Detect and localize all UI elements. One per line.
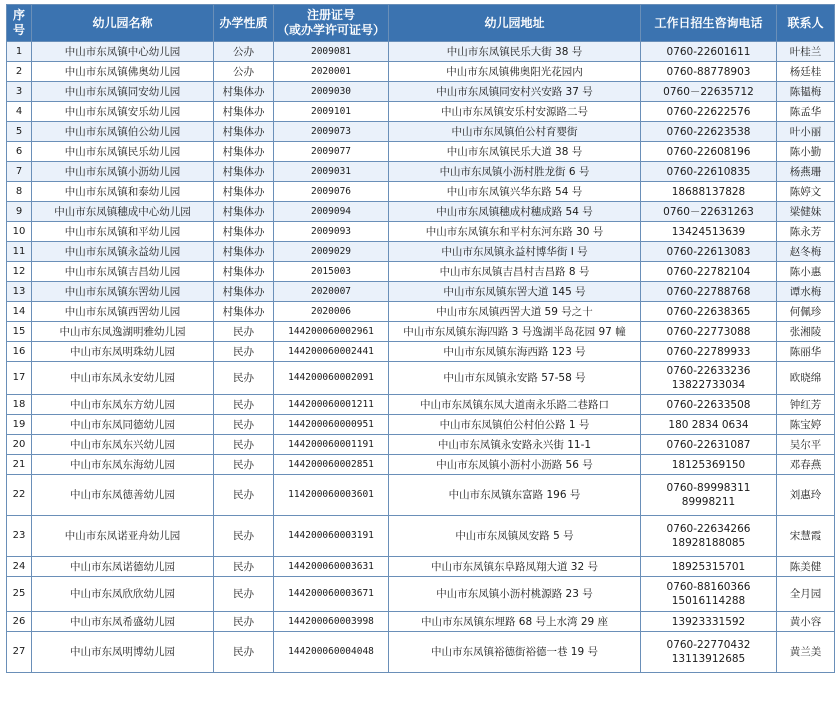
cell-phone <box>641 435 777 455</box>
cell-address: 中山市东凤镇永安路 57-58 号 <box>389 362 641 395</box>
cell-address: 中山市东凤镇永益村博华街 I 号 <box>389 242 641 262</box>
phone-number: 0760-22613083 <box>666 245 751 258</box>
cell-address: 中山市东凤镇凤安路 5 号 <box>389 516 641 557</box>
cell-no: 19 <box>7 415 32 435</box>
table-row <box>7 362 835 395</box>
cell-cert: 2009093 <box>274 222 389 242</box>
cell-phone <box>641 395 777 415</box>
cell-name: 中山市东凤东兴幼儿园 <box>32 435 214 455</box>
cell-contact: 全月园 <box>777 577 835 612</box>
phone-number: 0760-22610835 <box>666 165 751 178</box>
cell-address: 中山市东凤镇东凤大道南永乐路二巷路口 <box>389 395 641 415</box>
cell-contact: 陈永芳 <box>777 222 835 242</box>
cell-type: 民办 <box>214 557 274 577</box>
cell-type: 民办 <box>214 395 274 415</box>
cell-name: 中山市东凤镇和泰幼儿园 <box>32 182 214 202</box>
phone-number: 18925315701 <box>671 560 746 573</box>
cell-no: 5 <box>7 122 32 142</box>
table-row <box>7 142 835 162</box>
cell-address: 中山市东凤镇永安路永兴街 11-1 <box>389 435 641 455</box>
table-row <box>7 395 835 415</box>
cell-contact: 钟红芳 <box>777 395 835 415</box>
cell-type: 村集体办 <box>214 242 274 262</box>
table-row <box>7 262 835 282</box>
table-row <box>7 455 835 475</box>
table-row <box>7 577 835 612</box>
cell-phone <box>641 202 777 222</box>
cell-no: 4 <box>7 102 32 122</box>
cell-contact: 陈丽华 <box>777 342 835 362</box>
table-header-row <box>7 5 835 42</box>
cell-address: 中山市东凤镇东海四路 3 号逸湖半岛花园 97 幢 <box>389 322 641 342</box>
cell-name: 中山市东凤逸湖明雅幼儿园 <box>32 322 214 342</box>
phone-number: 0760-22633508 <box>666 398 751 411</box>
cell-cert: 2009077 <box>274 142 389 162</box>
cell-no: 8 <box>7 182 32 202</box>
cell-no: 13 <box>7 282 32 302</box>
cell-no: 12 <box>7 262 32 282</box>
cell-contact: 叶小丽 <box>777 122 835 142</box>
header-no: 序 号 <box>7 5 32 42</box>
cell-address: 中山市东凤镇东罟大道 145 号 <box>389 282 641 302</box>
cell-phone <box>641 142 777 162</box>
cell-type: 民办 <box>214 322 274 342</box>
cell-type: 村集体办 <box>214 142 274 162</box>
cell-no: 22 <box>7 475 32 516</box>
cell-no: 3 <box>7 82 32 102</box>
cell-no: 26 <box>7 612 32 632</box>
cell-type: 民办 <box>214 455 274 475</box>
cell-phone <box>641 282 777 302</box>
header-type: 办学性质 <box>214 5 274 42</box>
phone-number: 18928188085 <box>671 537 746 549</box>
cell-phone <box>641 162 777 182</box>
cell-type: 民办 <box>214 435 274 455</box>
table-row <box>7 612 835 632</box>
cell-phone <box>641 182 777 202</box>
cell-no: 2 <box>7 62 32 82</box>
table-row <box>7 415 835 435</box>
cell-no: 9 <box>7 202 32 222</box>
cell-cert: 2020001 <box>274 62 389 82</box>
table-row <box>7 162 835 182</box>
cell-name: 中山市东凤镇和平幼儿园 <box>32 222 214 242</box>
cell-contact: 叶桂兰 <box>777 42 835 62</box>
cell-name: 中山市东凤镇中心幼儿园 <box>32 42 214 62</box>
cell-no: 10 <box>7 222 32 242</box>
header-address: 幼儿园地址 <box>389 5 641 42</box>
cell-contact: 刘惠玲 <box>777 475 835 516</box>
cell-contact: 黄小容 <box>777 612 835 632</box>
cell-address: 中山市东凤镇东海西路 123 号 <box>389 342 641 362</box>
cell-type: 民办 <box>214 342 274 362</box>
cell-phone <box>641 62 777 82</box>
cell-contact: 欧晓绵 <box>777 362 835 395</box>
cell-type: 民办 <box>214 516 274 557</box>
phone-number: 0760-22638365 <box>666 305 751 318</box>
cell-cert: 2009073 <box>274 122 389 142</box>
cell-no: 24 <box>7 557 32 577</box>
cell-contact: 何佩珍 <box>777 302 835 322</box>
cell-name: 中山市东凤德善幼儿园 <box>32 475 214 516</box>
cell-phone <box>641 262 777 282</box>
cell-address: 中山市东凤镇东阜路凤翔大道 32 号 <box>389 557 641 577</box>
cell-cert: 144200060002961 <box>274 322 389 342</box>
cell-no: 6 <box>7 142 32 162</box>
cell-phone <box>641 362 777 395</box>
cell-address: 中山市东凤镇西罟大道 59 号之十 <box>389 302 641 322</box>
cell-contact: 宋慧霞 <box>777 516 835 557</box>
cell-address: 中山市东凤镇伯公村伯公路 1 号 <box>389 415 641 435</box>
cell-contact: 邓春燕 <box>777 455 835 475</box>
phone-number: 0760-22631087 <box>666 438 751 451</box>
cell-name: 中山市东凤希盛幼儿园 <box>32 612 214 632</box>
cell-name: 中山市东凤镇永益幼儿园 <box>32 242 214 262</box>
cell-contact: 杨廷桂 <box>777 62 835 82</box>
cell-type: 民办 <box>214 632 274 673</box>
cell-phone <box>641 632 777 673</box>
cell-type: 村集体办 <box>214 122 274 142</box>
cell-cert: 114200060003601 <box>274 475 389 516</box>
cell-type: 民办 <box>214 612 274 632</box>
cell-type: 村集体办 <box>214 102 274 122</box>
cell-name: 中山市东凤欣欣幼儿园 <box>32 577 214 612</box>
table-row <box>7 342 835 362</box>
table-row <box>7 242 835 262</box>
cell-contact: 吴尔平 <box>777 435 835 455</box>
cell-no: 27 <box>7 632 32 673</box>
phone-number: 180 2834 0634 <box>668 418 749 431</box>
table-body <box>7 42 835 673</box>
table-row <box>7 202 835 222</box>
cell-name: 中山市东凤镇民乐幼儿园 <box>32 142 214 162</box>
cell-phone <box>641 222 777 242</box>
cell-contact: 陈孟华 <box>777 102 835 122</box>
cell-address: 中山市东凤镇小沥村桃源路 23 号 <box>389 577 641 612</box>
cell-address: 中山市东凤镇民乐大道 38 号 <box>389 142 641 162</box>
cell-phone <box>641 415 777 435</box>
cell-address: 中山市东凤镇裕德街裕德一巷 19 号 <box>389 632 641 673</box>
cell-type: 民办 <box>214 475 274 516</box>
cell-contact: 陈小惠 <box>777 262 835 282</box>
cell-address: 中山市东凤镇安乐村安源路二号 <box>389 102 641 122</box>
cell-phone <box>641 322 777 342</box>
cell-phone <box>641 557 777 577</box>
cell-address: 中山市东凤镇东富路 196 号 <box>389 475 641 516</box>
phone-number: 0760-22633236 <box>666 365 751 377</box>
cell-address: 中山市东凤镇小沥村小沥路 56 号 <box>389 455 641 475</box>
phone-number: 0760-22608196 <box>666 145 751 158</box>
cell-type: 村集体办 <box>214 262 274 282</box>
phone-number: 0760-22601611 <box>666 45 751 58</box>
phone-number: 0760-88160366 <box>666 581 751 593</box>
cell-name: 中山市东凤镇佛奥幼儿园 <box>32 62 214 82</box>
cell-cert: 2009076 <box>274 182 389 202</box>
cell-phone <box>641 82 777 102</box>
phone-number: 13923331592 <box>671 615 746 628</box>
cell-address: 中山市东凤镇小沥村胜龙街 6 号 <box>389 162 641 182</box>
cell-type: 村集体办 <box>214 82 274 102</box>
cell-no: 25 <box>7 577 32 612</box>
cell-no: 15 <box>7 322 32 342</box>
cell-no: 7 <box>7 162 32 182</box>
cell-phone <box>641 577 777 612</box>
cell-name: 中山市东凤镇吉昌幼儿园 <box>32 262 214 282</box>
cell-cert: 144200060004048 <box>274 632 389 673</box>
cell-name: 中山市东凤永安幼儿园 <box>32 362 214 395</box>
cell-phone <box>641 122 777 142</box>
cell-type: 村集体办 <box>214 202 274 222</box>
phone-number: 0760-22634266 <box>666 523 751 535</box>
cell-cert: 2020007 <box>274 282 389 302</box>
cell-phone <box>641 242 777 262</box>
table-row <box>7 222 835 242</box>
table-row <box>7 632 835 673</box>
cell-phone <box>641 102 777 122</box>
table-row <box>7 102 835 122</box>
phone-number: 13822733034 <box>671 379 746 391</box>
cell-no: 16 <box>7 342 32 362</box>
cell-address: 中山市东凤镇吉昌村吉昌路 8 号 <box>389 262 641 282</box>
cell-type: 公办 <box>214 42 274 62</box>
cell-cert: 144200060000951 <box>274 415 389 435</box>
phone-number: 0760-89998311 <box>666 482 751 494</box>
phone-number: 0760-22770432 <box>666 639 751 651</box>
header-cert: 注册证号 （或办学许可证号） <box>274 5 389 42</box>
cell-cert: 2015003 <box>274 262 389 282</box>
cell-cert: 144200060002851 <box>274 455 389 475</box>
cell-contact: 杨燕珊 <box>777 162 835 182</box>
cell-address: 中山市东凤镇兴华东路 54 号 <box>389 182 641 202</box>
table-row <box>7 62 835 82</box>
cell-cert: 144200060002091 <box>274 362 389 395</box>
cell-name: 中山市东凤诺亚舟幼儿园 <box>32 516 214 557</box>
cell-cert: 2009030 <box>274 82 389 102</box>
cell-no: 17 <box>7 362 32 395</box>
cell-address: 中山市东凤镇伯公村育婴街 <box>389 122 641 142</box>
phone-number: 0760－22635712 <box>663 85 754 98</box>
cell-type: 村集体办 <box>214 182 274 202</box>
cell-phone <box>641 455 777 475</box>
phone-number: 18125369150 <box>671 458 746 471</box>
cell-phone <box>641 475 777 516</box>
cell-phone <box>641 516 777 557</box>
cell-phone <box>641 342 777 362</box>
cell-name: 中山市东凤明博幼儿园 <box>32 632 214 673</box>
cell-type: 民办 <box>214 415 274 435</box>
cell-name: 中山市东凤镇穗成中心幼儿园 <box>32 202 214 222</box>
cell-phone <box>641 302 777 322</box>
cell-cert: 2020006 <box>274 302 389 322</box>
cell-address: 中山市东凤镇佛奥阳光花园内 <box>389 62 641 82</box>
phone-number: 0760-22773088 <box>666 325 751 338</box>
cell-contact: 赵冬梅 <box>777 242 835 262</box>
kindergarten-table <box>6 4 835 673</box>
table-row <box>7 557 835 577</box>
cell-type: 公办 <box>214 62 274 82</box>
table-row <box>7 182 835 202</box>
header-phone: 工作日招生咨询电话 <box>641 5 777 42</box>
phone-number: 13424513639 <box>671 225 746 238</box>
cell-contact: 陈小勤 <box>777 142 835 162</box>
cell-contact: 张湘陵 <box>777 322 835 342</box>
cell-type: 村集体办 <box>214 162 274 182</box>
cell-contact: 陈美健 <box>777 557 835 577</box>
cell-phone <box>641 612 777 632</box>
cell-cert: 144200060001191 <box>274 435 389 455</box>
phone-number: 0760-22623538 <box>666 125 751 138</box>
cell-contact: 黄兰美 <box>777 632 835 673</box>
cell-name: 中山市东凤镇小沥幼儿园 <box>32 162 214 182</box>
cell-no: 1 <box>7 42 32 62</box>
cell-contact: 谭水梅 <box>777 282 835 302</box>
cell-name: 中山市东凤同德幼儿园 <box>32 415 214 435</box>
cell-cert: 2009031 <box>274 162 389 182</box>
cell-no: 11 <box>7 242 32 262</box>
cell-contact: 陈宝婷 <box>777 415 835 435</box>
phone-number: 18688137828 <box>671 185 746 198</box>
cell-no: 23 <box>7 516 32 557</box>
cell-type: 村集体办 <box>214 222 274 242</box>
cell-type: 村集体办 <box>214 302 274 322</box>
cell-address: 中山市东凤镇东埋路 68 号上水湾 29 座 <box>389 612 641 632</box>
cell-cert: 2009101 <box>274 102 389 122</box>
phone-number: 0760-22782104 <box>666 265 751 278</box>
phone-number: 13113912685 <box>671 653 746 665</box>
cell-name: 中山市东凤镇伯公幼儿园 <box>32 122 214 142</box>
phone-number: 0760-22789933 <box>666 345 751 358</box>
table-row <box>7 42 835 62</box>
cell-cert: 144200060001211 <box>274 395 389 415</box>
cell-cert: 144200060003998 <box>274 612 389 632</box>
phone-number: 0760-88778903 <box>666 65 751 78</box>
header-contact: 联系人 <box>777 5 835 42</box>
cell-address: 中山市东凤镇民乐大街 38 号 <box>389 42 641 62</box>
cell-address: 中山市东凤镇东和平村东河东路 30 号 <box>389 222 641 242</box>
cell-no: 21 <box>7 455 32 475</box>
cell-no: 14 <box>7 302 32 322</box>
table-row <box>7 302 835 322</box>
cell-address: 中山市东凤镇同安村兴安路 37 号 <box>389 82 641 102</box>
cell-contact: 陈婷文 <box>777 182 835 202</box>
cell-cert: 2009029 <box>274 242 389 262</box>
cell-cert: 144200060002441 <box>274 342 389 362</box>
table-row <box>7 516 835 557</box>
cell-cert: 144200060003671 <box>274 577 389 612</box>
cell-name: 中山市东凤镇西罟幼儿园 <box>32 302 214 322</box>
table-row <box>7 282 835 302</box>
table-row <box>7 435 835 455</box>
cell-cert: 2009094 <box>274 202 389 222</box>
cell-name: 中山市东凤明珠幼儿园 <box>32 342 214 362</box>
cell-name: 中山市东凤诺德幼儿园 <box>32 557 214 577</box>
cell-contact: 陈韫梅 <box>777 82 835 102</box>
cell-type: 民办 <box>214 362 274 395</box>
cell-name: 中山市东凤镇同安幼儿园 <box>32 82 214 102</box>
table-row <box>7 322 835 342</box>
phone-number: 89998211 <box>681 496 736 508</box>
header-name: 幼儿园名称 <box>32 5 214 42</box>
cell-name: 中山市东凤东海幼儿园 <box>32 455 214 475</box>
phone-number: 0760-22622576 <box>666 105 751 118</box>
cell-no: 20 <box>7 435 32 455</box>
phone-number: 15016114288 <box>671 595 746 607</box>
cell-address: 中山市东凤镇穗成村穗成路 54 号 <box>389 202 641 222</box>
cell-contact: 梁健妹 <box>777 202 835 222</box>
cell-cert: 144200060003631 <box>274 557 389 577</box>
cell-name: 中山市东凤东方幼儿园 <box>32 395 214 415</box>
cell-cert: 144200060003191 <box>274 516 389 557</box>
cell-cert: 2009081 <box>274 42 389 62</box>
table-row <box>7 122 835 142</box>
cell-phone <box>641 42 777 62</box>
cell-name: 中山市东凤镇东罟幼儿园 <box>32 282 214 302</box>
phone-number: 0760－22631263 <box>663 205 754 218</box>
cell-type: 民办 <box>214 577 274 612</box>
cell-type: 村集体办 <box>214 282 274 302</box>
table-row <box>7 82 835 102</box>
phone-number: 0760-22788768 <box>666 285 751 298</box>
cell-name: 中山市东凤镇安乐幼儿园 <box>32 102 214 122</box>
table-row <box>7 475 835 516</box>
cell-no: 18 <box>7 395 32 415</box>
